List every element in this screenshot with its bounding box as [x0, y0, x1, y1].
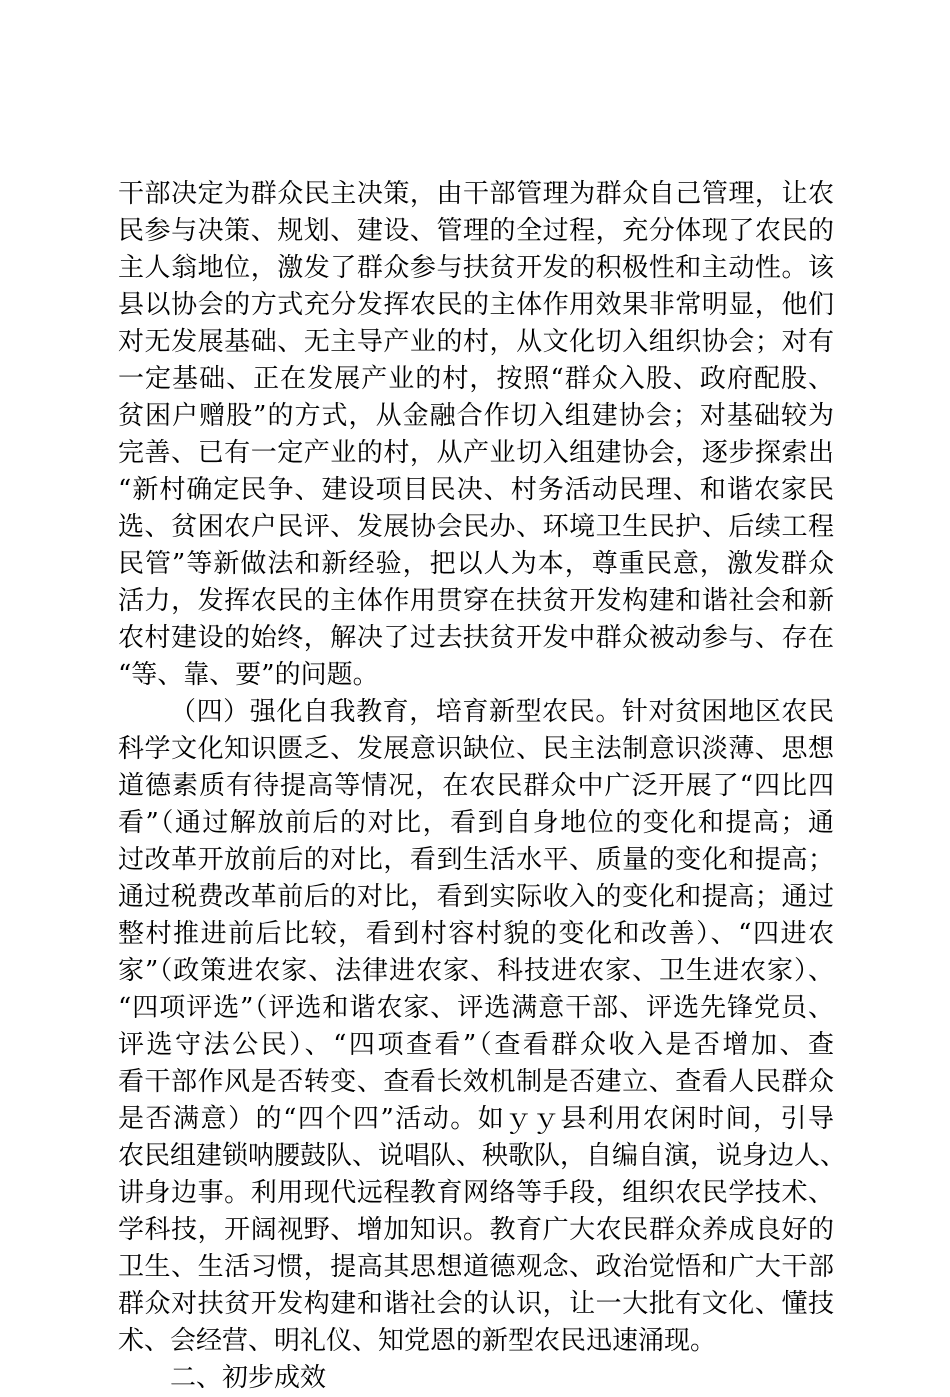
- text-line: 过改革开放前后的对比，看到生活水平、质量的变化和提高；: [118, 845, 834, 875]
- text-line: 卫生、生活习惯，提高其思想道德观念、政治觉悟和广大干部: [118, 1252, 834, 1282]
- text-line: “等、靠、要”的问题。: [118, 660, 379, 690]
- text-line: 学科技，开阔视野、增加知识。教育广大农民群众养成良好的: [118, 1215, 834, 1245]
- text-line: “四项评选”（评选和谐农家、评选满意干部、评选先锋党员、: [118, 993, 834, 1023]
- text-line: 主人翁地位，激发了群众参与扶贫开发的积极性和主动性。该: [118, 253, 834, 283]
- text-line: “新村确定民争、建设项目民决、村务活动民理、和谐农家民: [118, 475, 834, 505]
- text-line: 看干部作风是否转变、查看长效机制是否建立、查看人民群众: [118, 1067, 834, 1097]
- paragraph-heading-line: （四）强化自我教育，培育新型农民。针对贫困地区农民: [170, 697, 834, 727]
- body-text: [118, 176, 847, 1397]
- text-line: 农村建设的始终，解决了过去扶贫开发中群众被动参与、存在: [118, 623, 834, 653]
- text-line: 评选守法公民）、“四项查看”（查看群众收入是否增加、查: [118, 1030, 834, 1060]
- text-line: 对无发展基础、无主导产业的村，从文化切入组织协会；对有: [118, 327, 834, 357]
- text-line: 贫困户赠股”的方式，从金融合作切入组建协会；对基础较为: [118, 401, 834, 431]
- section-heading: 二、初步成效: [170, 1363, 327, 1393]
- text-line: 看”（通过解放前后的对比，看到自身地位的变化和提高；通: [118, 808, 834, 838]
- text-line: 干部决定为群众民主决策，由干部管理为群众自己管理，让农: [118, 179, 834, 209]
- text-line: 民管”等新做法和新经验，把以人为本，尊重民意，激发群众: [118, 549, 834, 579]
- text-line: 选、贫困农户民评、发展协会民办、环境卫生民护、后续工程: [118, 512, 834, 542]
- text-line: 农民组建锁呐腰鼓队、说唱队、秧歌队，自编自演，说身边人、: [118, 1141, 847, 1171]
- text-line: 完善、已有一定产业的村，从产业切入组建协会，逐步探索出: [118, 438, 834, 468]
- text-line: 民参与决策、规划、建设、管理的全过程，充分体现了农民的: [118, 216, 834, 246]
- text-line: 通过税费改革前后的对比，看到实际收入的变化和提高；通过: [118, 882, 834, 912]
- text-line: 是否满意）的“四个四”活动。如ｙｙ县利用农闲时间，引导: [118, 1104, 834, 1134]
- text-line: 群众对扶贫开发构建和谐社会的认识，让一大批有文化、懂技: [118, 1289, 834, 1319]
- text-line: 县以协会的方式充分发挥农民的主体作用效果非常明显，他们: [118, 290, 834, 320]
- text-line: 一定基础、正在发展产业的村，按照“群众入股、政府配股、: [118, 364, 834, 394]
- text-line: 讲身边事。利用现代远程教育网络等手段，组织农民学技术、: [118, 1178, 834, 1208]
- text-line: 科学文化知识匮乏、发展意识缺位、民主法制意识淡薄、思想: [118, 734, 834, 764]
- text-line: 活力，发挥农民的主体作用贯穿在扶贫开发构建和谐社会和新: [118, 586, 834, 616]
- text-line: 家”（政策进农家、法律进农家、科技进农家、卫生进农家）、: [118, 956, 834, 986]
- text-line: 整村推进前后比较，看到村容村貌的变化和改善）、“四进农: [118, 919, 834, 949]
- text-line: 道德素质有待提高等情况，在农民群众中广泛开展了“四比四: [118, 771, 834, 801]
- text-line: 术、会经营、明礼仪、知党恩的新型农民迅速涌现。: [118, 1326, 717, 1356]
